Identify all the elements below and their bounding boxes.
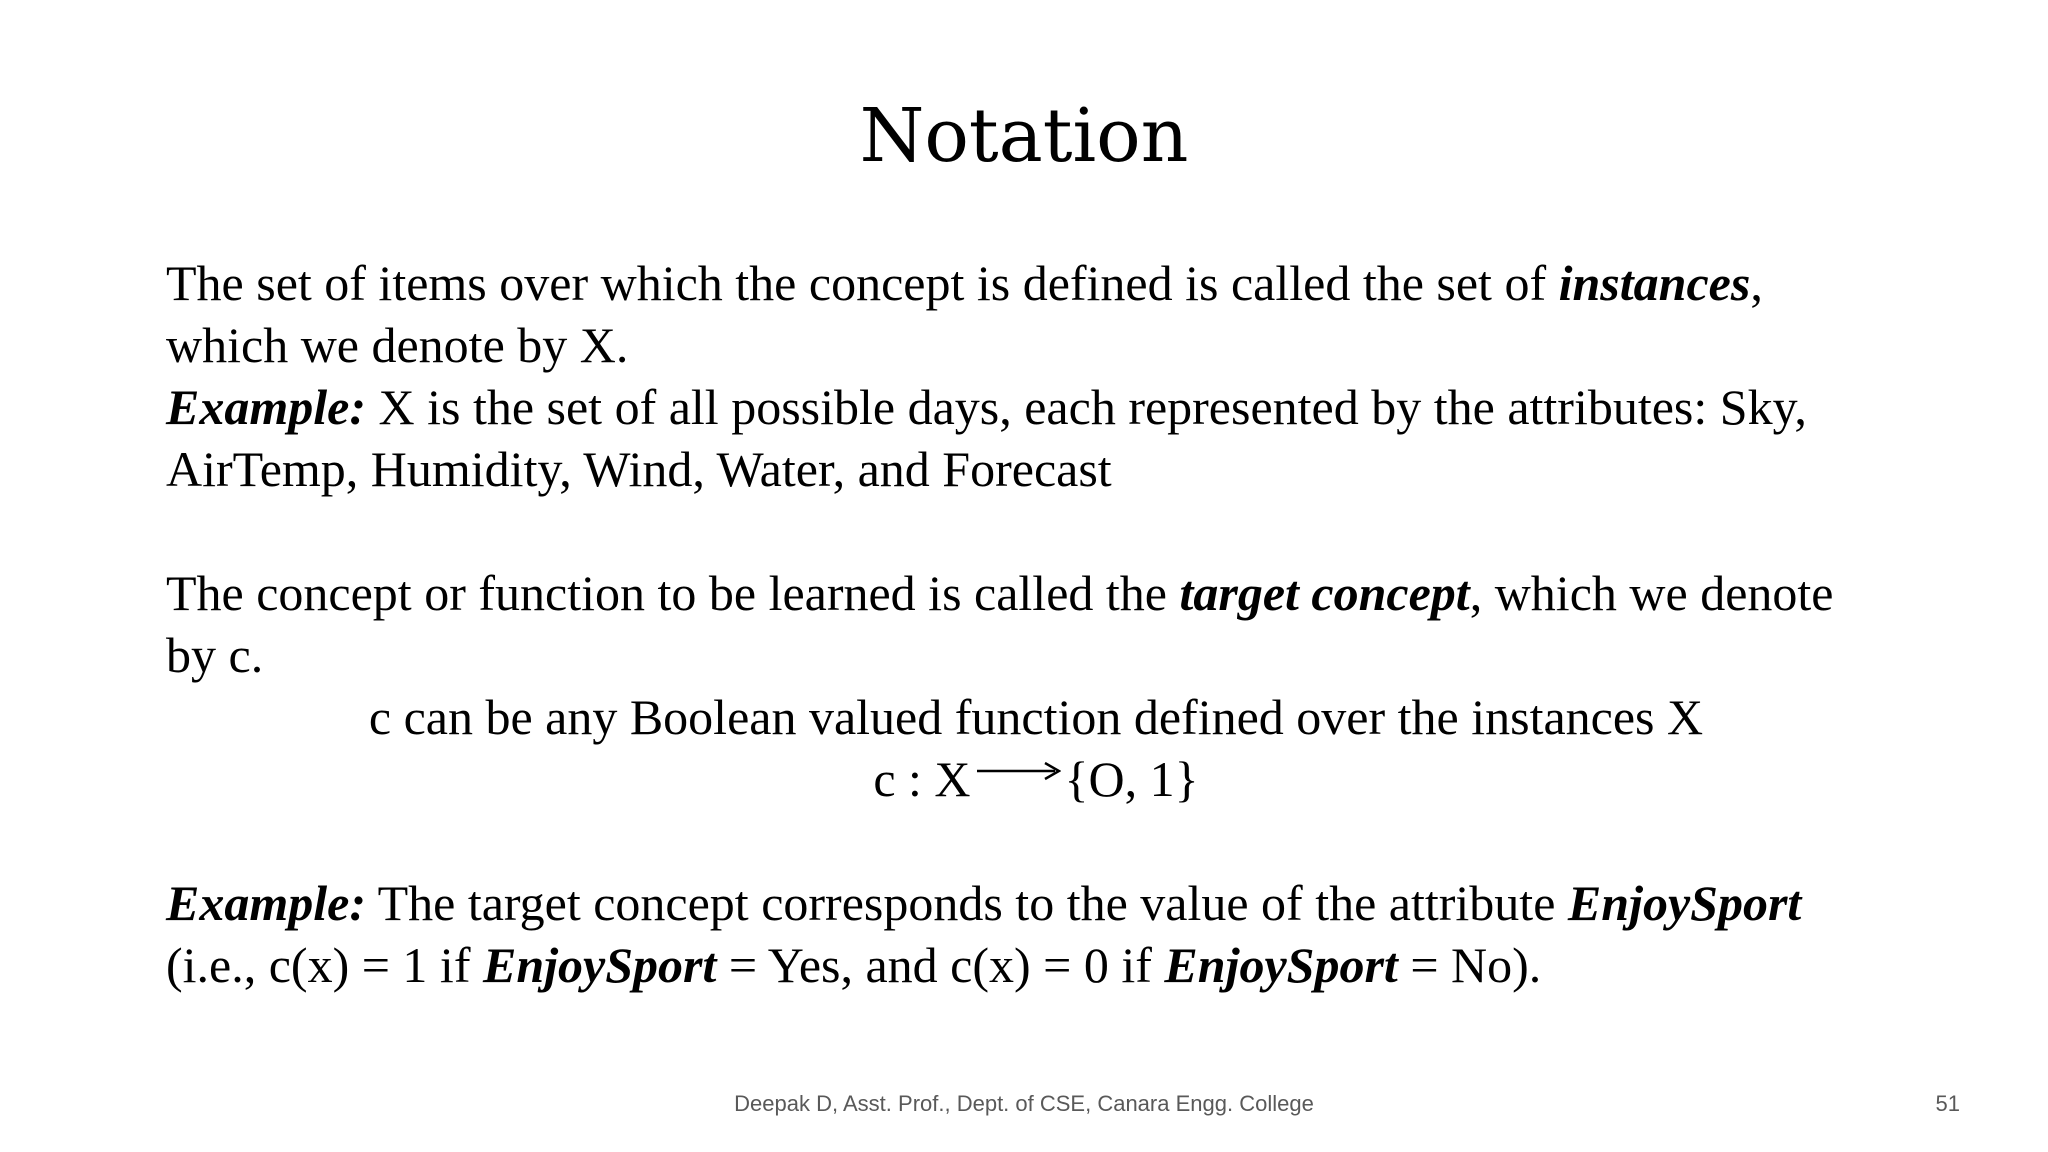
slide-footer: Deepak D, Asst. Prof., Dept. of CSE, Canara Engg. College bbox=[734, 1091, 1314, 1116]
target-concept-line-1: The concept or function to be learned is called the target concept, which we denote bbox=[166, 565, 1834, 621]
example-label: Example: bbox=[166, 379, 366, 435]
boolean-function-statement: c can be any Boolean valued function defined over the instances X bbox=[368, 689, 1704, 745]
instances-example-line-2: AirTemp, Humidity, Wind, Water, and Forecast bbox=[166, 441, 1112, 497]
instances-definition-line-1: The set of items over which the concept is defined is called the set of instances, bbox=[166, 255, 1763, 311]
enjoysport-term: EnjoySport bbox=[1567, 875, 1802, 931]
enjoysport-term: EnjoySport bbox=[482, 937, 717, 993]
slide-title: Notation bbox=[859, 93, 1189, 179]
enjoysport-term: EnjoySport bbox=[1164, 937, 1398, 993]
instances-example-line-1: Example: X is the set of all possible days, each represented by the attributes: Sky, bbox=[166, 379, 1807, 435]
example-label: Example: bbox=[166, 875, 366, 931]
page-number: 51 bbox=[1935, 1091, 1960, 1116]
right-arrow-icon bbox=[975, 756, 1061, 786]
target-example-line-1: Example: The target concept corresponds to the value of the attribute EnjoySport bbox=[166, 875, 1802, 931]
function-mapping: c : X {O, 1} bbox=[873, 751, 1199, 807]
paragraph-spacer bbox=[166, 500, 1906, 562]
target-concept-line-2: by c. bbox=[166, 627, 264, 683]
target-concept-term: target concept bbox=[1179, 565, 1470, 621]
instances-term: instances bbox=[1558, 255, 1751, 311]
slide-body bbox=[166, 252, 1906, 996]
instances-definition-line-2: which we denote by X. bbox=[166, 317, 629, 373]
target-example-line-2: (i.e., c(x) = 1 if EnjoySport = Yes, and c(x) = 0 if EnjoySport = No). bbox=[166, 937, 1542, 993]
paragraph-spacer bbox=[166, 810, 1906, 872]
